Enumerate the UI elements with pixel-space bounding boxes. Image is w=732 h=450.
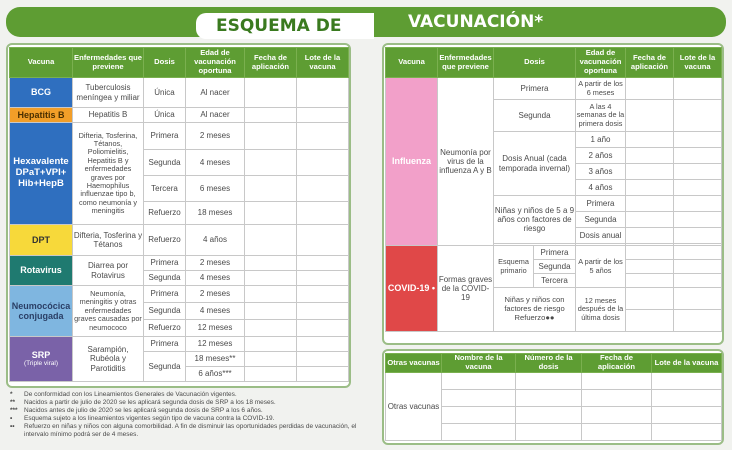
date-field[interactable]: [626, 310, 674, 332]
date-field[interactable]: [582, 407, 652, 424]
header-enfermedades: Enfermedades que previene: [438, 48, 494, 78]
dose-cell: Segunda: [494, 100, 576, 132]
header-otras-vacunas: Otras vacunas: [386, 354, 442, 373]
age-cell: 12 meses: [186, 337, 245, 352]
age-cell: 18 meses: [186, 202, 245, 225]
dose-cell: Segunda: [144, 303, 186, 320]
lot-field[interactable]: [674, 196, 722, 212]
footnote-text: Esquema sujeto a los lineamientos vigentes según tipo de vacuna contra la COVID-19.: [24, 415, 275, 423]
date-field[interactable]: [626, 260, 674, 274]
age-cell: 2 meses: [186, 286, 245, 303]
lot-field[interactable]: [297, 123, 349, 150]
lot-field[interactable]: [297, 320, 349, 337]
dose-cell: Primera: [144, 337, 186, 352]
age-cell: A partir de los 6 meses: [576, 78, 626, 100]
dose-number-field[interactable]: [516, 373, 582, 390]
footnote-mark: *: [10, 391, 13, 398]
header-enfermedades: Enfermedades que previene: [73, 48, 144, 78]
header-dosis: Dosis: [144, 48, 186, 78]
lot-field[interactable]: [297, 225, 349, 256]
disease-cell: Tuberculosis meníngea y miliar: [73, 78, 144, 108]
other-vaccines-table: [385, 353, 722, 441]
date-field[interactable]: [626, 246, 674, 260]
name-field[interactable]: [442, 424, 516, 441]
footnote-text: Refuerzo en niñas y niños con alguna comorbilidad. A fin de disminuir las oportunidades perdidas de vacunación, el intervalo mínimo podrá ser de 4 meses.: [24, 423, 357, 439]
disease-cell: Neumonía por virus de la influenza A y B: [438, 78, 494, 246]
lot-field[interactable]: [652, 373, 722, 390]
date-field[interactable]: [245, 367, 297, 382]
lot-field[interactable]: [674, 78, 722, 100]
title-part-2: VACUNACIÓN*: [408, 12, 544, 32]
age-cell: 4 meses: [186, 303, 245, 320]
lot-field[interactable]: [297, 303, 349, 320]
risk-group-label: Niñas y niños de 5 a 9 años con factores de riesgo: [494, 196, 576, 244]
dose-cell: Tercera: [534, 274, 576, 288]
age-cell: 2 años: [576, 148, 626, 164]
date-field[interactable]: [245, 352, 297, 367]
age-cell: A las 4 semanas de la primera dosis: [576, 100, 626, 132]
date-field[interactable]: [245, 337, 297, 352]
footnote: [10, 407, 365, 415]
header-edad: Edad de vacunación oportuna: [576, 48, 626, 78]
date-field[interactable]: [626, 196, 674, 212]
disease-cell: Formas graves de la COVID-19: [438, 246, 494, 332]
lot-field[interactable]: [297, 108, 349, 123]
other-vaccines-label: Otras vacunas: [386, 373, 442, 441]
date-field[interactable]: [245, 202, 297, 225]
age-cell: 6 años***: [186, 367, 245, 382]
footnote: [10, 399, 365, 407]
header-numero-dosis: Número de la dosis: [516, 354, 582, 373]
date-field[interactable]: [626, 164, 674, 180]
dose-cell: Dosis anual: [576, 228, 626, 244]
vaccine-rotavirus: Rotavirus: [10, 256, 73, 286]
header-fecha: Fecha de aplicación: [582, 354, 652, 373]
footnote: [10, 391, 365, 399]
lot-field[interactable]: [674, 212, 722, 228]
lot-field[interactable]: [297, 337, 349, 352]
age-cell: 1 año: [576, 132, 626, 148]
date-field[interactable]: [626, 180, 674, 196]
header-edad: Edad de vacunación oportuna: [186, 48, 245, 78]
lot-field[interactable]: [297, 78, 349, 108]
date-field[interactable]: [582, 390, 652, 407]
dose-cell: Primera: [144, 123, 186, 150]
lot-field[interactable]: [674, 148, 722, 164]
date-field[interactable]: [245, 271, 297, 286]
header-dosis: Dosis: [494, 48, 576, 78]
lot-field[interactable]: [297, 352, 349, 367]
age-cell: 2 meses: [186, 256, 245, 271]
date-field[interactable]: [245, 123, 297, 150]
age-cell: Al nacer: [186, 108, 245, 123]
date-field[interactable]: [626, 132, 674, 148]
vaccine-covid-19: COVID-19 •: [386, 246, 438, 332]
header-nombre: Nombre de la vacuna: [442, 354, 516, 373]
age-cell: 3 años: [576, 164, 626, 180]
disease-cell: Difteria, Tosferina y Tétanos: [73, 225, 144, 256]
disease-cell: Diarrea por Rotavirus: [73, 256, 144, 286]
date-field[interactable]: [626, 148, 674, 164]
header-lote: Lote de la vacuna: [674, 48, 722, 78]
age-cell: 6 meses: [186, 176, 245, 202]
age-cell: 4 años: [186, 225, 245, 256]
dose-cell: Segunda: [534, 260, 576, 274]
lot-field[interactable]: [297, 150, 349, 176]
name-field[interactable]: [442, 373, 516, 390]
header-lote: Lote de la vacuna: [652, 354, 722, 373]
header-lote: Lote de la vacuna: [297, 48, 349, 78]
date-field[interactable]: [245, 286, 297, 303]
dose-cell: Primera: [576, 196, 626, 212]
vaccine-neumococica: Neumocócica conjugada: [10, 286, 73, 337]
vaccine-hepatitis-b: Hepatitis B: [10, 108, 73, 123]
date-field[interactable]: [626, 100, 674, 132]
footnotes: [10, 391, 365, 440]
dose-cell: Primera: [144, 286, 186, 303]
lot-field[interactable]: [297, 202, 349, 225]
date-field[interactable]: [626, 78, 674, 100]
date-field[interactable]: [245, 176, 297, 202]
footnote-mark: •: [10, 415, 13, 423]
age-cell: 4 meses: [186, 271, 245, 286]
dose-cell: Tercera: [144, 176, 186, 202]
header-vacuna: Vacuna: [10, 48, 73, 78]
lot-field[interactable]: [674, 164, 722, 180]
lot-field[interactable]: [297, 256, 349, 271]
age-cell: 4 años: [576, 180, 626, 196]
vaccine-hexavalente: Hexavalente DPaT+VPI+ Hib+HepB: [10, 123, 73, 225]
dose-cell: Segunda: [144, 150, 186, 176]
right-vaccine-table: [385, 47, 722, 332]
dose-cell: Primera: [144, 256, 186, 271]
title-part-1: ESQUEMA DE: [196, 13, 374, 39]
date-field[interactable]: [245, 108, 297, 123]
date-field[interactable]: [245, 225, 297, 256]
dose-cell: Primera: [534, 246, 576, 260]
dose-cell: Refuerzo: [144, 225, 186, 256]
disease-cell: Neumonía, meningitis y otras enfermedades graves causadas por neumococo: [73, 286, 144, 337]
footnote-text: Nacidos antes de julio de 2020 se les aplicará segunda dosis de SRP a los 6 años.: [24, 407, 263, 415]
date-field[interactable]: [245, 78, 297, 108]
lot-field[interactable]: [674, 288, 722, 310]
lot-field[interactable]: [652, 424, 722, 441]
vaccine-influenza: Influenza: [386, 78, 438, 246]
lot-field[interactable]: [674, 180, 722, 196]
lot-field[interactable]: [652, 407, 722, 424]
left-vaccine-table: [9, 47, 349, 382]
date-field[interactable]: [626, 228, 674, 244]
dose-cell: Dosis Anual (cada temporada invernal): [494, 132, 576, 196]
disease-cell: Hepatitis B: [73, 108, 144, 123]
dose-cell: Refuerzo: [144, 202, 186, 225]
lot-field[interactable]: [674, 132, 722, 148]
dose-cell: Primera: [494, 78, 576, 100]
date-field[interactable]: [582, 373, 652, 390]
footnote-mark: ••: [10, 423, 15, 431]
dose-cell: Segunda: [144, 271, 186, 286]
name-field[interactable]: [442, 407, 516, 424]
footnote-text: Nacidos a partir de julio de 2020 se les aplicará segunda dosis de SRP a los 18 meses.: [24, 399, 276, 407]
disease-cell: Difteria, Tosferina, Tétanos, Poliomielitis, Hepatitis B y enfermedades graves por Haemophilus influenzae tipo b, como neumonía y meningitis: [73, 123, 144, 225]
dose-cell: Única: [144, 78, 186, 108]
srp-subtitle: (Triple viral): [23, 360, 59, 368]
booster-label: Niñas y niños con factores de riesgo Refuerzo●●: [494, 288, 576, 332]
date-field[interactable]: [626, 274, 674, 288]
primary-scheme-label: Esquema primario: [494, 246, 534, 288]
lot-field[interactable]: [674, 228, 722, 244]
date-field[interactable]: [245, 256, 297, 271]
lot-field[interactable]: [674, 260, 722, 274]
dose-number-field[interactable]: [516, 407, 582, 424]
header-fecha: Fecha de aplicación: [245, 48, 297, 78]
date-field[interactable]: [626, 212, 674, 228]
date-field[interactable]: [245, 320, 297, 337]
date-field[interactable]: [626, 288, 674, 310]
header-fecha: Fecha de aplicación: [626, 48, 674, 78]
srp-name: SRP: [31, 350, 51, 361]
name-field[interactable]: [442, 390, 516, 407]
age-cell: A partir de los 5 años: [576, 246, 626, 288]
vaccine-dpt: DPT: [10, 225, 73, 256]
age-cell: 12 meses: [186, 320, 245, 337]
lot-field[interactable]: [674, 246, 722, 260]
footnote-mark: ***: [10, 407, 18, 415]
date-field[interactable]: [245, 303, 297, 320]
lot-field[interactable]: [674, 310, 722, 332]
disease-cell: Sarampión, Rubéola y Parotiditis: [73, 337, 144, 382]
age-cell: 18 meses**: [186, 352, 245, 367]
date-field[interactable]: [582, 424, 652, 441]
lot-field[interactable]: [297, 286, 349, 303]
age-cell: 12 meses después de la última dosis: [576, 288, 626, 332]
age-cell: Al nacer: [186, 78, 245, 108]
lot-field[interactable]: [297, 367, 349, 382]
age-cell: 2 meses: [186, 123, 245, 150]
age-cell: 4 meses: [186, 150, 245, 176]
dose-cell: Refuerzo: [144, 320, 186, 337]
dose-number-field[interactable]: [516, 390, 582, 407]
vaccine-srp: [10, 337, 73, 382]
dose-cell: Segunda: [144, 352, 186, 382]
date-field[interactable]: [245, 150, 297, 176]
dose-cell: Segunda: [576, 212, 626, 228]
lot-field[interactable]: [674, 274, 722, 288]
title-banner: [6, 7, 726, 37]
footnote-text: De conformidad con los Lineamientos Generales de Vacunación vigentes.: [24, 391, 237, 398]
lot-field[interactable]: [297, 271, 349, 286]
dose-number-field[interactable]: [516, 424, 582, 441]
vaccine-bcg: BCG: [10, 78, 73, 108]
footnote-mark: **: [10, 399, 16, 407]
footnote: [10, 415, 365, 423]
footnote: [10, 423, 365, 439]
header-vacuna: Vacuna: [386, 48, 438, 78]
lot-field[interactable]: [297, 176, 349, 202]
lot-field[interactable]: [652, 390, 722, 407]
dose-cell: Única: [144, 108, 186, 123]
lot-field[interactable]: [674, 100, 722, 132]
